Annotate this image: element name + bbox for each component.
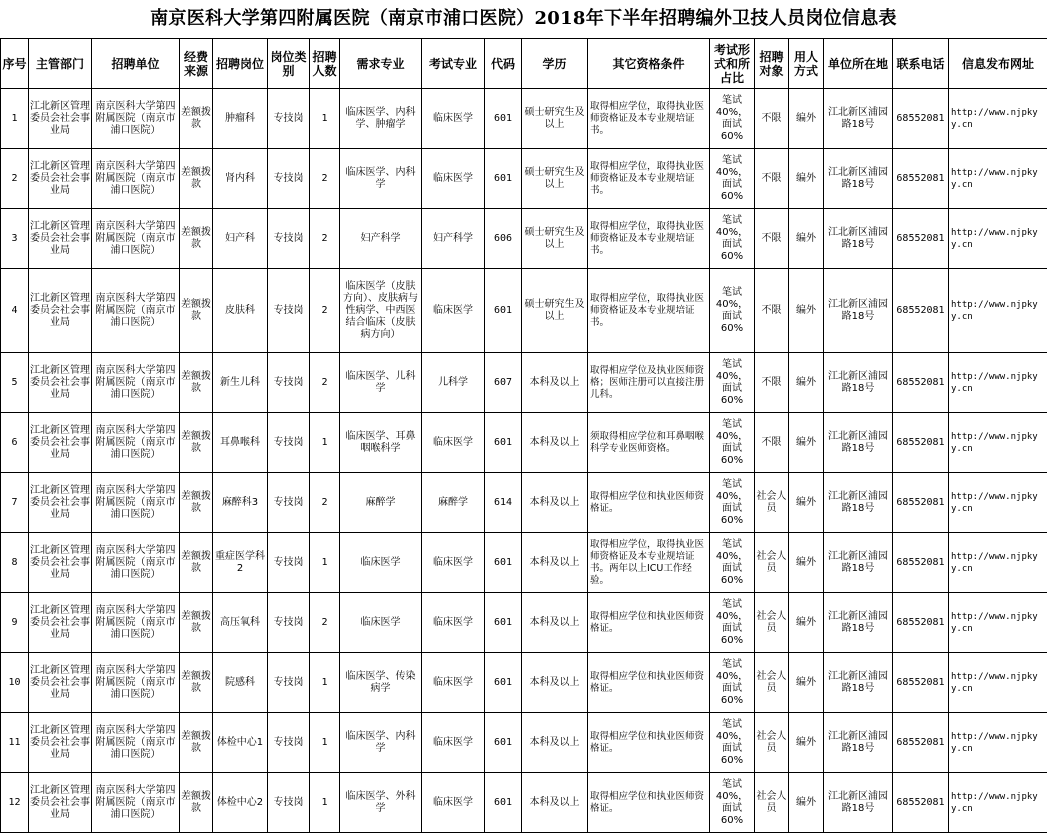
cell-type: 专技岗 (268, 209, 310, 269)
cell-exam: 麻醉学 (422, 473, 485, 533)
cell-code: 601 (485, 533, 522, 593)
cell-edu: 硕士研究生及以上 (522, 149, 588, 209)
cell-target: 不限 (755, 269, 789, 353)
cell-phone: 68552081 (893, 593, 949, 653)
cell-cond: 取得相应学位，取得执业医师资格证及本专业规培证书。两年以上ICU工作经验。 (588, 533, 710, 593)
cell-exam: 儿科学 (422, 353, 485, 413)
cell-mode: 编外 (789, 209, 824, 269)
cell-url[interactable]: http://www.njpkyy.cn (949, 593, 1047, 653)
cell-code: 614 (485, 473, 522, 533)
cell-major: 妇产科学 (340, 209, 422, 269)
cell-fund: 差额拨款 (180, 473, 213, 533)
cell-form: 笔试40%，面试60% (710, 473, 755, 533)
cell-fund: 差额拨款 (180, 713, 213, 773)
cell-fund: 差额拨款 (180, 209, 213, 269)
cell-url[interactable]: http://www.njpkyy.cn (949, 773, 1047, 833)
header-post: 招聘岗位 (213, 39, 268, 89)
header-code: 代码 (485, 39, 522, 89)
cell-post: 体检中心1 (213, 713, 268, 773)
cell-mode: 编外 (789, 773, 824, 833)
cell-form: 笔试40%，面试60% (710, 209, 755, 269)
cell-type: 专技岗 (268, 773, 310, 833)
cell-post: 麻醉科3 (213, 473, 268, 533)
cell-form: 笔试40%，面试60% (710, 413, 755, 473)
header-type: 岗位类别 (268, 39, 310, 89)
cell-target: 社会人员 (755, 473, 789, 533)
cell-unit: 南京医科大学第四附属医院（南京市浦口医院） (92, 773, 180, 833)
cell-count: 1 (310, 713, 340, 773)
cell-edu: 硕士研究生及以上 (522, 209, 588, 269)
cell-fund: 差额拨款 (180, 653, 213, 713)
cell-form: 笔试40%，面试60% (710, 269, 755, 353)
cell-target: 不限 (755, 89, 789, 149)
header-major: 需求专业 (340, 39, 422, 89)
cell-unit: 南京医科大学第四附属医院（南京市浦口医院） (92, 533, 180, 593)
cell-post: 高压氧科 (213, 593, 268, 653)
cell-cond: 须取得相应学位和耳鼻咽喉科学专业医师资格。 (588, 413, 710, 473)
cell-code: 601 (485, 269, 522, 353)
cell-major: 临床医学、内科学、肿瘤学 (340, 89, 422, 149)
cell-major: 临床医学、传染病学 (340, 653, 422, 713)
cell-edu: 硕士研究生及以上 (522, 269, 588, 353)
cell-loc: 江北新区浦园路18号 (824, 149, 893, 209)
cell-fund: 差额拨款 (180, 89, 213, 149)
cell-seq: 3 (1, 209, 29, 269)
header-fund: 经费来源 (180, 39, 213, 89)
cell-mode: 编外 (789, 269, 824, 353)
header-edu: 学历 (522, 39, 588, 89)
cell-form: 笔试40%，面试60% (710, 353, 755, 413)
cell-edu: 本科及以上 (522, 413, 588, 473)
cell-cond: 取得相应学位和执业医师资格证。 (588, 713, 710, 773)
cell-exam: 临床医学 (422, 269, 485, 353)
cell-unit: 南京医科大学第四附属医院（南京市浦口医院） (92, 473, 180, 533)
cell-count: 2 (310, 149, 340, 209)
cell-cond: 取得相应学位和执业医师资格证。 (588, 653, 710, 713)
cell-major: 临床医学、内科学 (340, 713, 422, 773)
cell-phone: 68552081 (893, 413, 949, 473)
cell-form: 笔试40%，面试60% (710, 89, 755, 149)
cell-code: 601 (485, 89, 522, 149)
cell-url[interactable]: http://www.njpkyy.cn (949, 713, 1047, 773)
cell-loc: 江北新区浦园路18号 (824, 413, 893, 473)
table-row (1, 473, 1047, 533)
cell-edu: 本科及以上 (522, 773, 588, 833)
cell-mode: 编外 (789, 593, 824, 653)
cell-count: 2 (310, 593, 340, 653)
cell-unit: 南京医科大学第四附属医院（南京市浦口医院） (92, 149, 180, 209)
table-row (1, 773, 1047, 833)
cell-phone: 68552081 (893, 533, 949, 593)
cell-mode: 编外 (789, 89, 824, 149)
cell-target: 社会人员 (755, 773, 789, 833)
cell-dept: 江北新区管理委员会社会事业局 (29, 89, 92, 149)
cell-dept: 江北新区管理委员会社会事业局 (29, 473, 92, 533)
cell-code: 601 (485, 713, 522, 773)
cell-count: 2 (310, 269, 340, 353)
cell-phone: 68552081 (893, 773, 949, 833)
cell-url[interactable]: http://www.njpkyy.cn (949, 653, 1047, 713)
cell-mode: 编外 (789, 353, 824, 413)
cell-phone: 68552081 (893, 269, 949, 353)
cell-edu: 本科及以上 (522, 713, 588, 773)
cell-url[interactable]: http://www.njpkyy.cn (949, 353, 1047, 413)
cell-major: 临床医学（皮肤方向）、皮肤病与性病学、中西医结合临床（皮肤病方向） (340, 269, 422, 353)
cell-seq: 8 (1, 533, 29, 593)
cell-mode: 编外 (789, 713, 824, 773)
cell-unit: 南京医科大学第四附属医院（南京市浦口医院） (92, 593, 180, 653)
cell-type: 专技岗 (268, 653, 310, 713)
cell-post: 妇产科 (213, 209, 268, 269)
cell-mode: 编外 (789, 653, 824, 713)
cell-edu: 本科及以上 (522, 593, 588, 653)
cell-count: 1 (310, 533, 340, 593)
table-row (1, 89, 1047, 149)
cell-unit: 南京医科大学第四附属医院（南京市浦口医院） (92, 269, 180, 353)
cell-target: 社会人员 (755, 533, 789, 593)
cell-form: 笔试40%，面试60% (710, 713, 755, 773)
cell-type: 专技岗 (268, 713, 310, 773)
cell-fund: 差额拨款 (180, 269, 213, 353)
page-title: 南京医科大学第四附属医院（南京市浦口医院）2018年下半年招聘编外卫技人员岗位信息表 (150, 8, 897, 29)
cell-count: 2 (310, 473, 340, 533)
table-row (1, 713, 1047, 773)
cell-dept: 江北新区管理委员会社会事业局 (29, 533, 92, 593)
cell-phone: 68552081 (893, 473, 949, 533)
cell-major: 临床医学、内科学 (340, 149, 422, 209)
cell-loc: 江北新区浦园路18号 (824, 713, 893, 773)
cell-seq: 1 (1, 89, 29, 149)
cell-cond: 取得相应学位，取得执业医师资格证及本专业规培证书。 (588, 269, 710, 353)
cell-form: 笔试40%，面试60% (710, 653, 755, 713)
cell-seq: 9 (1, 593, 29, 653)
cell-post: 重症医学科2 (213, 533, 268, 593)
cell-url[interactable]: http://www.njpkyy.cn (949, 413, 1047, 473)
cell-phone: 68552081 (893, 713, 949, 773)
cell-seq: 2 (1, 149, 29, 209)
cell-url[interactable]: http://www.njpkyy.cn (949, 473, 1047, 533)
cell-form: 笔试40%，面试60% (710, 593, 755, 653)
cell-loc: 江北新区浦园路18号 (824, 209, 893, 269)
cell-exam: 临床医学 (422, 89, 485, 149)
cell-seq: 4 (1, 269, 29, 353)
cell-unit: 南京医科大学第四附属医院（南京市浦口医院） (92, 89, 180, 149)
cell-loc: 江北新区浦园路18号 (824, 653, 893, 713)
cell-dept: 江北新区管理委员会社会事业局 (29, 209, 92, 269)
cell-cond: 取得相应学位和执业医师资格证。 (588, 593, 710, 653)
job-table (0, 38, 1047, 833)
cell-phone: 68552081 (893, 209, 949, 269)
cell-count: 1 (310, 89, 340, 149)
cell-unit: 南京医科大学第四附属医院（南京市浦口医院） (92, 353, 180, 413)
cell-major: 临床医学、外科学 (340, 773, 422, 833)
cell-loc: 江北新区浦园路18号 (824, 533, 893, 593)
header-cond: 其它资格条件 (588, 39, 710, 89)
cell-target: 不限 (755, 353, 789, 413)
cell-type: 专技岗 (268, 413, 310, 473)
cell-code: 601 (485, 653, 522, 713)
header-count: 招聘人数 (310, 39, 340, 89)
table-row (1, 149, 1047, 209)
cell-loc: 江北新区浦园路18号 (824, 773, 893, 833)
cell-seq: 7 (1, 473, 29, 533)
cell-exam: 临床医学 (422, 533, 485, 593)
cell-type: 专技岗 (268, 353, 310, 413)
cell-code: 601 (485, 593, 522, 653)
cell-dept: 江北新区管理委员会社会事业局 (29, 269, 92, 353)
cell-url[interactable]: http://www.njpkyy.cn (949, 89, 1047, 149)
cell-phone: 68552081 (893, 149, 949, 209)
cell-target: 社会人员 (755, 713, 789, 773)
cell-cond: 取得相应学位，取得执业医师资格证及本专业规培证书。 (588, 149, 710, 209)
cell-dept: 江北新区管理委员会社会事业局 (29, 413, 92, 473)
cell-target: 不限 (755, 413, 789, 473)
cell-major: 麻醉学 (340, 473, 422, 533)
cell-code: 601 (485, 149, 522, 209)
cell-type: 专技岗 (268, 269, 310, 353)
cell-cond: 取得相应学位，取得执业医师资格证及本专业规培证书。 (588, 209, 710, 269)
cell-mode: 编外 (789, 149, 824, 209)
cell-seq: 12 (1, 773, 29, 833)
cell-exam: 临床医学 (422, 149, 485, 209)
cell-loc: 江北新区浦园路18号 (824, 593, 893, 653)
cell-form: 笔试40%，面试60% (710, 149, 755, 209)
table-row (1, 353, 1047, 413)
cell-fund: 差额拨款 (180, 149, 213, 209)
cell-loc: 江北新区浦园路18号 (824, 353, 893, 413)
header-form: 考试形式和所占比 (710, 39, 755, 89)
cell-dept: 江北新区管理委员会社会事业局 (29, 713, 92, 773)
cell-code: 601 (485, 773, 522, 833)
cell-count: 1 (310, 413, 340, 473)
cell-exam: 临床医学 (422, 593, 485, 653)
table-row (1, 533, 1047, 593)
cell-post: 肾内科 (213, 149, 268, 209)
cell-edu: 本科及以上 (522, 653, 588, 713)
cell-exam: 临床医学 (422, 773, 485, 833)
cell-url[interactable]: http://www.njpkyy.cn (949, 149, 1047, 209)
cell-fund: 差额拨款 (180, 413, 213, 473)
cell-post: 肿瘤科 (213, 89, 268, 149)
cell-mode: 编外 (789, 413, 824, 473)
cell-mode: 编外 (789, 533, 824, 593)
header-exam: 考试专业 (422, 39, 485, 89)
cell-count: 2 (310, 209, 340, 269)
table-row (1, 413, 1047, 473)
cell-mode: 编外 (789, 473, 824, 533)
cell-edu: 本科及以上 (522, 473, 588, 533)
cell-exam: 临床医学 (422, 713, 485, 773)
cell-cond: 取得相应学位和执业医师资格证。 (588, 773, 710, 833)
cell-target: 不限 (755, 149, 789, 209)
cell-post: 皮肤科 (213, 269, 268, 353)
cell-dept: 江北新区管理委员会社会事业局 (29, 773, 92, 833)
cell-code: 601 (485, 413, 522, 473)
cell-form: 笔试40%，面试60% (710, 533, 755, 593)
cell-seq: 5 (1, 353, 29, 413)
cell-exam: 妇产科学 (422, 209, 485, 269)
cell-major: 临床医学 (340, 533, 422, 593)
cell-post: 耳鼻喉科 (213, 413, 268, 473)
cell-form: 笔试40%，面试60% (710, 773, 755, 833)
cell-type: 专技岗 (268, 149, 310, 209)
cell-type: 专技岗 (268, 89, 310, 149)
table-row (1, 593, 1047, 653)
cell-target: 不限 (755, 209, 789, 269)
cell-major: 临床医学、儿科学 (340, 353, 422, 413)
cell-loc: 江北新区浦园路18号 (824, 473, 893, 533)
cell-target: 社会人员 (755, 593, 789, 653)
cell-unit: 南京医科大学第四附属医院（南京市浦口医院） (92, 209, 180, 269)
header-row (1, 39, 1047, 89)
cell-fund: 差额拨款 (180, 773, 213, 833)
header-target: 招聘对象 (755, 39, 789, 89)
cell-cond: 取得相应学位和执业医师资格证。 (588, 473, 710, 533)
cell-edu: 本科及以上 (522, 353, 588, 413)
cell-loc: 江北新区浦园路18号 (824, 89, 893, 149)
cell-major: 临床医学 (340, 593, 422, 653)
cell-type: 专技岗 (268, 593, 310, 653)
cell-url[interactable]: http://www.njpkyy.cn (949, 209, 1047, 269)
header-seq: 序号 (1, 39, 29, 89)
cell-seq: 6 (1, 413, 29, 473)
cell-phone: 68552081 (893, 353, 949, 413)
cell-type: 专技岗 (268, 473, 310, 533)
cell-fund: 差额拨款 (180, 353, 213, 413)
cell-seq: 10 (1, 653, 29, 713)
header-mode: 用人方式 (789, 39, 824, 89)
cell-dept: 江北新区管理委员会社会事业局 (29, 353, 92, 413)
cell-phone: 68552081 (893, 653, 949, 713)
cell-post: 新生儿科 (213, 353, 268, 413)
cell-url[interactable]: http://www.njpkyy.cn (949, 269, 1047, 353)
table-row (1, 653, 1047, 713)
header-phone: 联系电话 (893, 39, 949, 89)
cell-phone: 68552081 (893, 89, 949, 149)
header-url: 信息发布网址 (949, 39, 1047, 89)
cell-dept: 江北新区管理委员会社会事业局 (29, 149, 92, 209)
cell-edu: 本科及以上 (522, 533, 588, 593)
cell-loc: 江北新区浦园路18号 (824, 269, 893, 353)
cell-cond: 取得相应学位及执业医师资格；医师注册可以直接注册儿科。 (588, 353, 710, 413)
cell-count: 2 (310, 353, 340, 413)
cell-post: 体检中心2 (213, 773, 268, 833)
cell-major: 临床医学、耳鼻咽喉科学 (340, 413, 422, 473)
header-unit: 招聘单位 (92, 39, 180, 89)
cell-url[interactable]: http://www.njpkyy.cn (949, 533, 1047, 593)
cell-code: 607 (485, 353, 522, 413)
cell-unit: 南京医科大学第四附属医院（南京市浦口医院） (92, 413, 180, 473)
table-row (1, 209, 1047, 269)
header-dept: 主管部门 (29, 39, 92, 89)
table-row (1, 269, 1047, 353)
cell-code: 606 (485, 209, 522, 269)
cell-seq: 11 (1, 713, 29, 773)
cell-unit: 南京医科大学第四附属医院（南京市浦口医院） (92, 713, 180, 773)
cell-dept: 江北新区管理委员会社会事业局 (29, 593, 92, 653)
cell-count: 1 (310, 773, 340, 833)
cell-cond: 取得相应学位，取得执业医师资格证及本专业规培证书。 (588, 89, 710, 149)
cell-exam: 临床医学 (422, 413, 485, 473)
cell-post: 院感科 (213, 653, 268, 713)
cell-target: 社会人员 (755, 653, 789, 713)
cell-count: 1 (310, 653, 340, 713)
cell-fund: 差额拨款 (180, 593, 213, 653)
cell-type: 专技岗 (268, 533, 310, 593)
cell-unit: 南京医科大学第四附属医院（南京市浦口医院） (92, 653, 180, 713)
cell-edu: 硕士研究生及以上 (522, 89, 588, 149)
header-loc: 单位所在地 (824, 39, 893, 89)
cell-dept: 江北新区管理委员会社会事业局 (29, 653, 92, 713)
cell-fund: 差额拨款 (180, 533, 213, 593)
cell-exam: 临床医学 (422, 653, 485, 713)
